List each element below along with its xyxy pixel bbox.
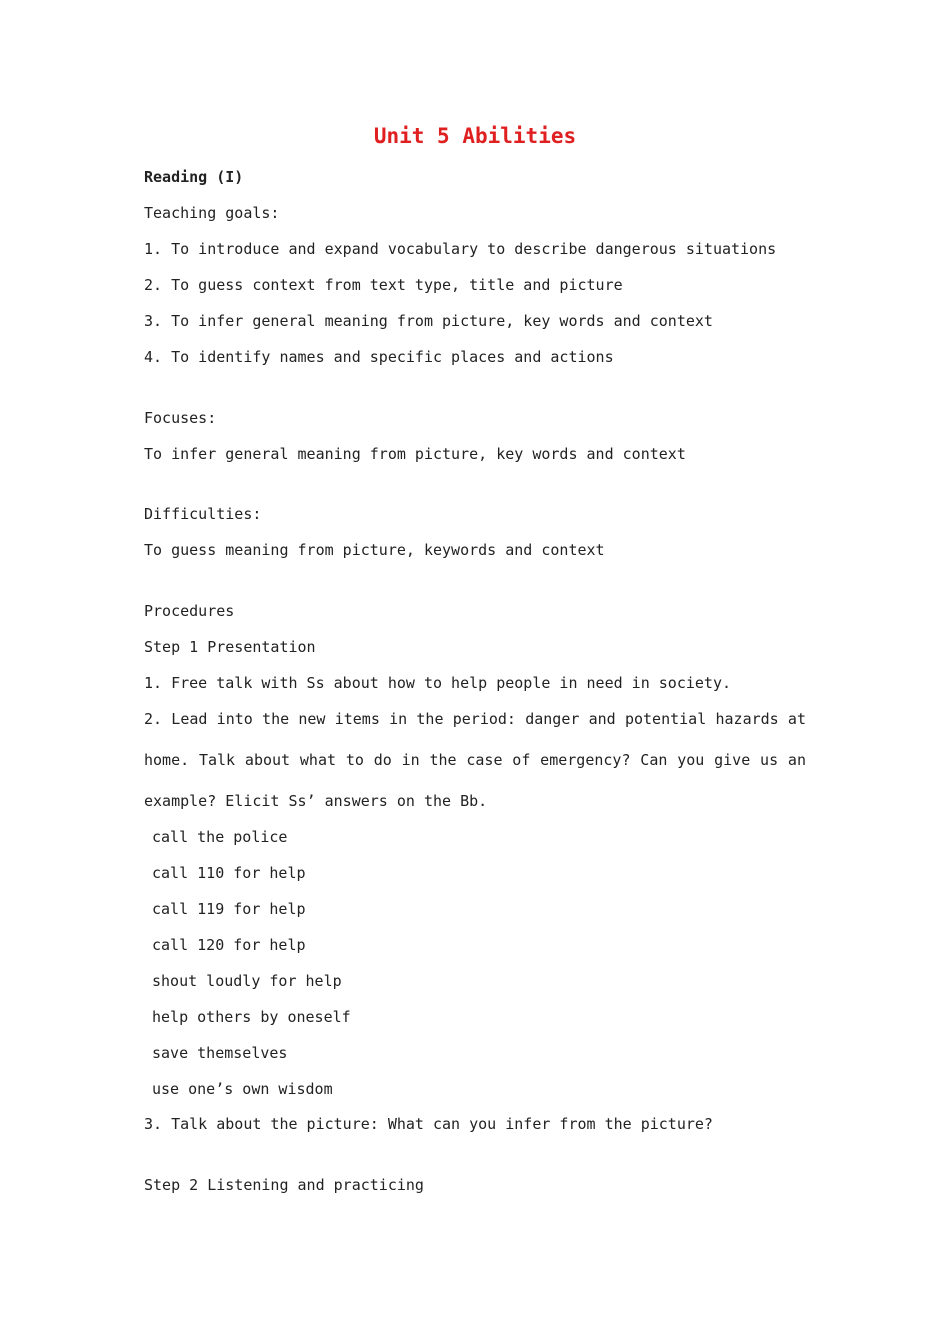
answer-item: save themselves: [152, 1044, 288, 1062]
difficulties-heading: Difficulties:: [144, 505, 262, 523]
answer-item: call 119 for help: [152, 900, 306, 918]
goal-item-4: 4. To identify names and specific places and actions: [144, 348, 614, 366]
answer-item: help others by oneself: [152, 1008, 351, 1026]
step2-title: Step 2 Listening and practicing: [144, 1176, 424, 1194]
step1-item-1: 1. Free talk with Ss about how to help people in need in society.: [144, 674, 731, 692]
focuses-heading: Focuses:: [144, 409, 217, 427]
difficulties-text: To guess meaning from picture, keywords and context: [144, 541, 605, 559]
answer-item: call 110 for help: [152, 864, 306, 882]
step1-item-2: 2. Lead into the new items in the period: danger and potential hazards at home. Talk about what to do in the case of emergency? Can you give us an example? Elicit Ss’ answers on the Bb.: [144, 710, 806, 810]
document-title: Unit 5 Abilities: [373, 124, 577, 148]
goal-item-3: 3. To infer general meaning from picture, key words and context: [144, 312, 713, 330]
answer-item: call the police: [152, 828, 288, 846]
step1-item-3: 3. Talk about the picture: What can you infer from the picture?: [144, 1115, 713, 1133]
procedures-heading: Procedures: [144, 602, 235, 620]
section-subtitle: Reading (I): [144, 168, 244, 186]
step1-title: Step 1 Presentation: [144, 638, 316, 656]
focuses-text: To infer general meaning from picture, key words and context: [144, 445, 686, 463]
answer-item: shout loudly for help: [152, 972, 342, 990]
goal-item-2: 2. To guess context from text type, title and picture: [144, 276, 623, 294]
teaching-goals-heading: Teaching goals:: [144, 204, 280, 222]
answer-item: call 120 for help: [152, 936, 306, 954]
answer-item: use one’s own wisdom: [152, 1080, 333, 1098]
goal-item-1: 1. To introduce and expand vocabulary to describe dangerous situations: [144, 240, 777, 258]
